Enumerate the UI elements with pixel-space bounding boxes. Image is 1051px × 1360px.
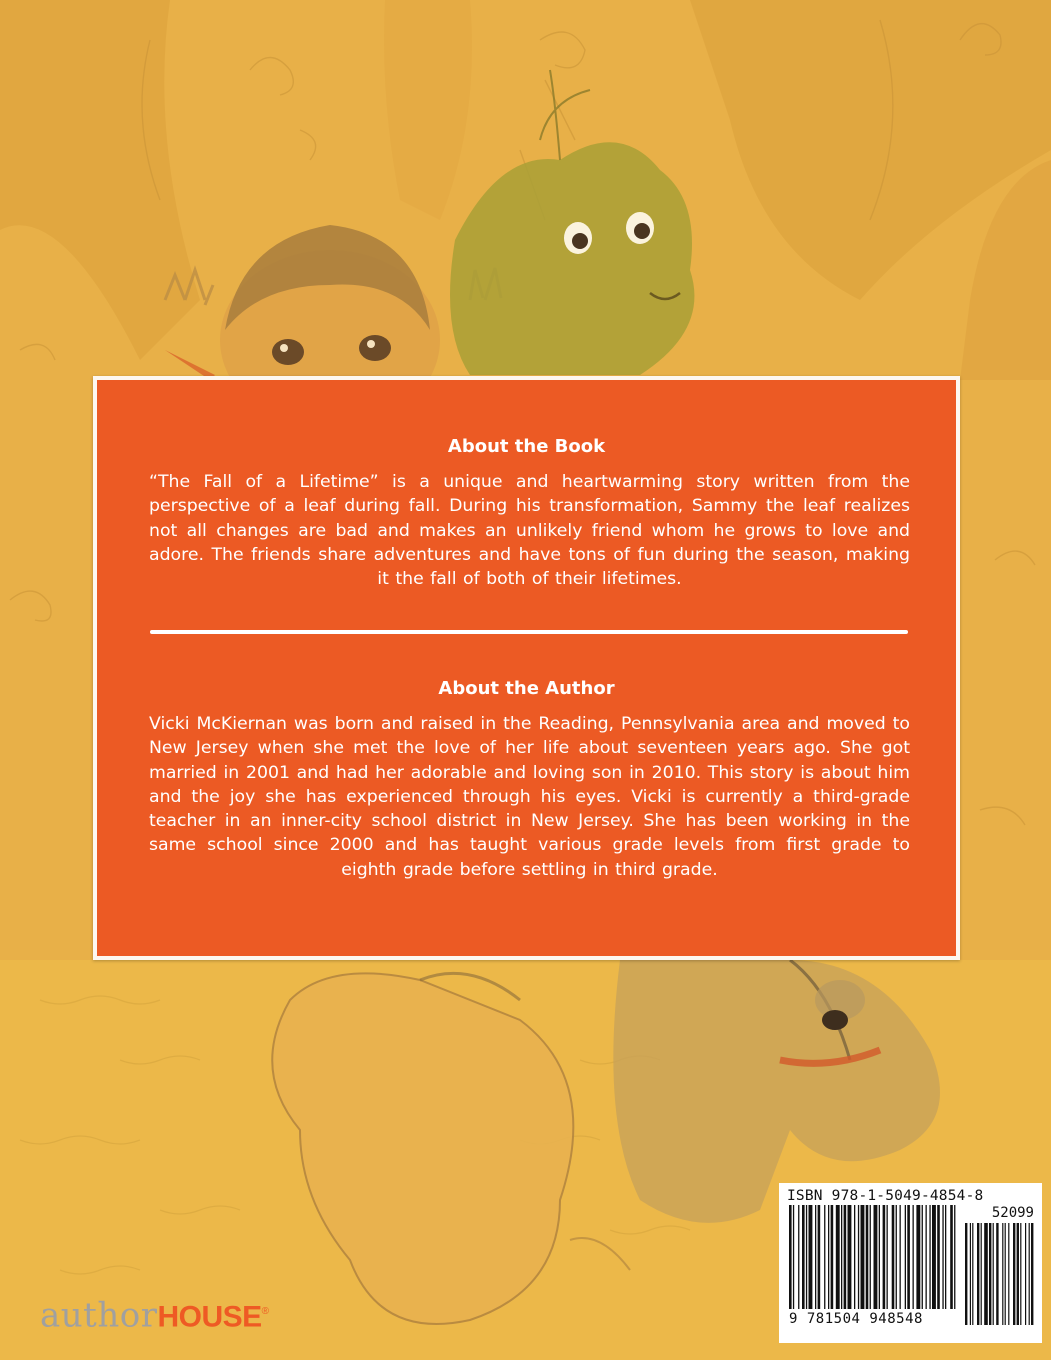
- barcode-addon-bar: [993, 1223, 994, 1325]
- barcode-addon-bar: [1002, 1223, 1003, 1325]
- logo-house-text: HOUSE: [157, 1300, 262, 1334]
- barcode-addon-bar: [1029, 1223, 1030, 1325]
- barcode-addon-bar: [1020, 1223, 1021, 1325]
- barcode-bar: [950, 1205, 953, 1309]
- barcode-bar: [815, 1205, 816, 1309]
- barcode-bar: [922, 1205, 923, 1309]
- barcode-addon-bar: [1017, 1223, 1019, 1325]
- barcode-addon-bar: [1031, 1223, 1033, 1325]
- barcode-bar: [861, 1205, 865, 1309]
- barcode-addon-bar: [1005, 1223, 1006, 1325]
- barcode-addon-bar: [977, 1223, 979, 1325]
- barcode-addon-bar: [996, 1223, 998, 1325]
- about-author-heading: About the Author: [438, 678, 615, 699]
- barcode-ean-text: 9 781504 948548: [789, 1311, 959, 1327]
- registered-mark: ®: [261, 1306, 270, 1317]
- barcode-bar: [866, 1205, 869, 1309]
- barcode-bar: [818, 1205, 821, 1309]
- barcode-bar: [929, 1205, 930, 1309]
- barcode-bar: [926, 1205, 927, 1309]
- barcode-addon-bar: [984, 1223, 988, 1325]
- barcode-bar: [945, 1205, 946, 1309]
- barcode-addon-text: 52099: [991, 1205, 1034, 1221]
- barcode-bar: [828, 1205, 829, 1309]
- logo-author-text: author: [40, 1295, 158, 1336]
- barcode-bar: [824, 1205, 825, 1309]
- barcode-bar: [913, 1205, 914, 1309]
- barcode-bar: [900, 1205, 901, 1309]
- barcode-bar: [896, 1205, 897, 1309]
- barcode-bar: [789, 1205, 792, 1309]
- info-panel: [93, 376, 960, 960]
- barcode-addon-bar: [972, 1223, 973, 1325]
- barcode-bar: [858, 1205, 859, 1309]
- barcode-bar: [870, 1205, 871, 1309]
- barcode-addon-bar: [1025, 1223, 1026, 1325]
- barcode-bar: [798, 1205, 799, 1309]
- isbn-text: ISBN 978-1-5049-4854-8: [787, 1188, 984, 1204]
- barcode-bar: [809, 1205, 813, 1309]
- barcode-bar: [854, 1205, 855, 1309]
- barcode-bar: [916, 1205, 920, 1309]
- barcode-bar: [831, 1205, 834, 1309]
- barcode-bar: [793, 1205, 794, 1309]
- barcode-bar: [932, 1205, 936, 1309]
- barcode-bar: [806, 1205, 807, 1309]
- barcode-bar: [836, 1205, 840, 1309]
- barcode-bar: [907, 1205, 910, 1309]
- section-divider: [150, 630, 908, 634]
- barcode-bar: [954, 1205, 955, 1309]
- about-book-text: “The Fall of a Lifetime” is a unique and heartwarming story written from the perspective of a leaf during fall. During his transformation, Sammy the leaf realizes not all changes are bad and makes an unlikely friend whom he grows to love and adore. The friends share adventures and have tons of fun during the season, making it the fall of both of their lifetimes.: [149, 472, 910, 590]
- publisher-logo: [40, 1292, 270, 1336]
- barcode-bar: [879, 1205, 880, 1309]
- barcode-addon-bar: [970, 1223, 971, 1325]
- barcode-bar: [887, 1205, 888, 1309]
- barcode-addon-bar: [981, 1223, 982, 1325]
- barcode-bar: [892, 1205, 895, 1309]
- barcode-bar: [942, 1205, 943, 1309]
- about-book-heading: About the Book: [447, 436, 606, 457]
- barcode-bar: [841, 1205, 842, 1309]
- barcode-addon-bar: [1008, 1223, 1009, 1325]
- barcode-addon-bar: [965, 1223, 967, 1325]
- barcode-bar: [802, 1205, 805, 1309]
- barcode-bar: [883, 1205, 886, 1309]
- barcode-addon-bar: [1013, 1223, 1015, 1325]
- barcode-bars: [787, 1205, 1034, 1325]
- isbn-barcode: [779, 1183, 1042, 1343]
- about-author-text: Vicki McKiernan was born and raised in the Reading, Pennsylvania area and moved to New Jersey when she met the love of her life about seventeen years ago. She got married in 2001 and had her adorable and loving son in 2010. This story is about him and the joy she has experienced through his eyes. Vicki is currently a third-grade teacher in an inner-city school district in New Jersey. She has been working in the same school since 2000 and has taught various grade levels from first grade to eighth grade before settling in third grade.: [149, 714, 910, 880]
- barcode-addon-bar: [989, 1223, 991, 1325]
- barcode-bar: [844, 1205, 847, 1309]
- barcode-bar: [874, 1205, 878, 1309]
- barcode-area: [787, 1205, 1034, 1325]
- barcode-bar: [905, 1205, 906, 1309]
- barcode-bar: [937, 1205, 940, 1309]
- barcode-bar: [848, 1205, 852, 1309]
